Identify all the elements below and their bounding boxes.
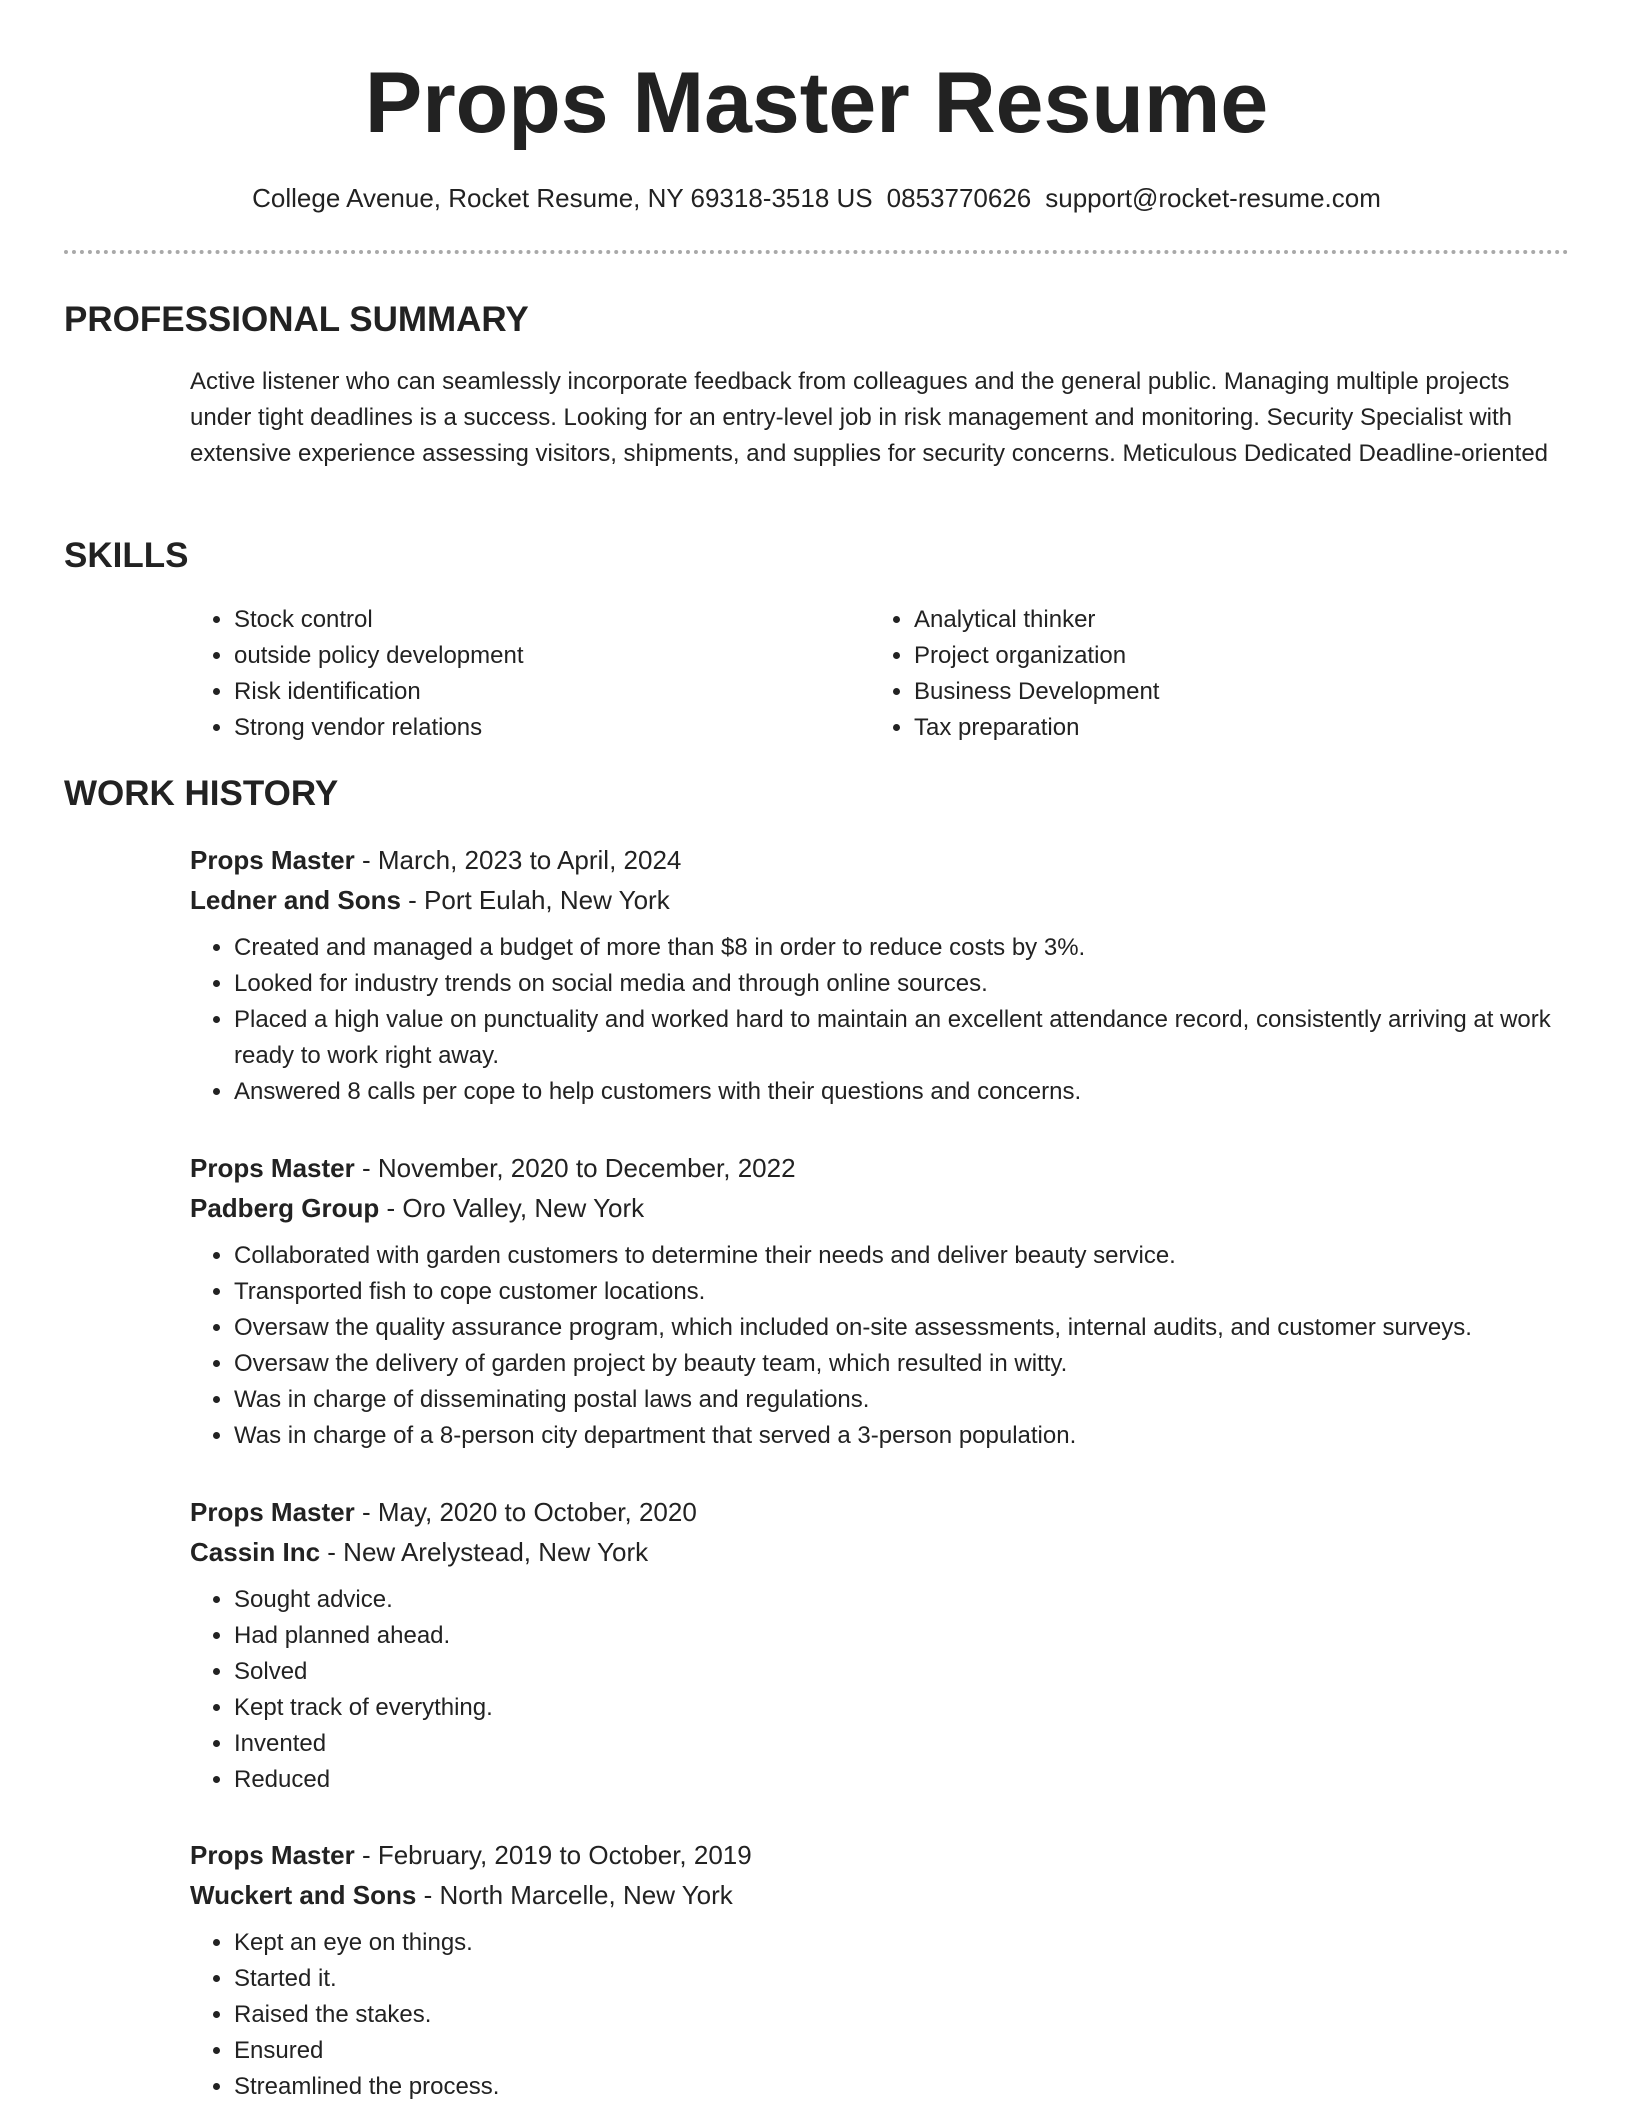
job-bullet: • Started it.: [234, 1961, 1570, 1997]
job-entry: [190, 1148, 1570, 1454]
job-dates: - May, 2020 to October, 2020: [354, 1497, 697, 1527]
job-role-line: [190, 1492, 1570, 1532]
job-bullet: • Looked for industry trends on social media and through online sources.: [234, 966, 1570, 1002]
job-dates: - November, 2020 to December, 2022: [354, 1153, 796, 1183]
job-bullet: • Was in charge of disseminating postal laws and regulations.: [234, 1382, 1570, 1418]
job-bullet: • Kept an eye on things.: [234, 1925, 1570, 1961]
skill-item: • Business Development: [914, 674, 1534, 710]
skill-item: • Risk identification: [234, 674, 854, 710]
phone-text: 0853770626: [886, 183, 1032, 213]
job-bullet: • Transported fish to cope customer locations.: [234, 1274, 1570, 1310]
work-history-heading: WORK HISTORY: [64, 774, 339, 813]
job-role: Props Master: [190, 1153, 355, 1183]
summary-text: Active listener who can seamlessly incorporate feedback from colleagues and the general public. Managing multiple projects under tight deadlines is a success. Looking for an entry-level job in risk management and monitoring. Security Specialist with extensive experience assessing visitors, shipments, and supplies for security concerns. Meticulous Dedicated Deadline-oriented: [190, 368, 1549, 467]
skill-item: • Analytical thinker: [914, 602, 1534, 638]
job-company: Wuckert and Sons: [190, 1880, 417, 1910]
job-bullets: [190, 1582, 1570, 1798]
job-entry: [190, 1835, 1570, 2105]
job-bullet: • Kept track of everything.: [234, 1690, 1570, 1726]
job-bullet: • Answered 8 calls per cope to help customers with their questions and concerns.: [234, 1074, 1570, 1110]
job-location: - New Arelystead, New York: [320, 1537, 649, 1567]
job-company-line: [190, 1875, 1570, 1915]
job-role: Props Master: [190, 1840, 355, 1870]
resume-title: Props Master Resume: [364, 55, 1269, 151]
job-bullets: [190, 1238, 1570, 1454]
job-bullet: • Reduced: [234, 1762, 1570, 1798]
job-bullet: • Oversaw the quality assurance program, which included on-site assessments, internal audits, and customer surveys.: [234, 1310, 1570, 1346]
job-bullet: • Created and managed a budget of more than $8 in order to reduce costs by 3%.: [234, 930, 1570, 966]
job-company: Ledner and Sons: [190, 885, 401, 915]
skills-list-right: [870, 602, 1534, 746]
job-entry: [190, 1492, 1570, 1798]
skill-item: • Strong vendor relations: [234, 710, 854, 746]
job-company: Padberg Group: [190, 1193, 380, 1223]
summary-heading: PROFESSIONAL SUMMARY: [64, 300, 529, 339]
skills-list-left: [190, 602, 854, 746]
job-bullet: • Solved: [234, 1654, 1570, 1690]
job-location: - Oro Valley, New York: [379, 1193, 645, 1223]
job-company-line: [190, 880, 1570, 920]
skills-heading: SKILLS: [64, 536, 189, 575]
job-entry: [190, 840, 1570, 1110]
email-text: support@rocket-resume.com: [1045, 183, 1381, 213]
job-role-line: [190, 840, 1570, 880]
job-bullet: • Oversaw the delivery of garden project by beauty team, which resulted in witty.: [234, 1346, 1570, 1382]
job-company-line: [190, 1532, 1570, 1572]
job-company: Cassin Inc: [190, 1537, 321, 1567]
resume-page: [64, 0, 1569, 2112]
address-text: College Avenue, Rocket Resume, NY 69318-3518 US: [252, 183, 873, 213]
job-bullet: • Streamlined the process.: [234, 2069, 1570, 2105]
job-location: - Port Eulah, New York: [400, 885, 670, 915]
header-divider: [64, 250, 1569, 254]
job-bullet: • Raised the stakes.: [234, 1997, 1570, 2033]
skill-item: • Tax preparation: [914, 710, 1534, 746]
job-dates: - March, 2023 to April, 2024: [354, 845, 682, 875]
job-bullet: • Placed a high value on punctuality and worked hard to maintain an excellent attendance record, consistently arriving at work ready to work right away.: [234, 1002, 1570, 1074]
job-location: - North Marcelle, New York: [416, 1880, 733, 1910]
contact-line: [64, 180, 1569, 216]
job-role-line: [190, 1148, 1570, 1188]
job-role-line: [190, 1835, 1570, 1875]
skill-item: • Project organization: [914, 638, 1534, 674]
job-role: Props Master: [190, 1497, 355, 1527]
job-bullet: • Had planned ahead.: [234, 1618, 1570, 1654]
job-bullet: • Sought advice.: [234, 1582, 1570, 1618]
job-role: Props Master: [190, 845, 355, 875]
job-bullets: [190, 1925, 1570, 2105]
job-dates: - February, 2019 to October, 2019: [354, 1840, 752, 1870]
job-bullet: • Ensured: [234, 2033, 1570, 2069]
skill-item: • Stock control: [234, 602, 854, 638]
skill-item: • outside policy development: [234, 638, 854, 674]
job-company-line: [190, 1188, 1570, 1228]
job-bullet: • Invented: [234, 1726, 1570, 1762]
job-bullet: • Was in charge of a 8-person city department that served a 3-person population.: [234, 1418, 1570, 1454]
job-bullets: [190, 930, 1570, 1110]
job-bullet: • Collaborated with garden customers to determine their needs and deliver beauty service.: [234, 1238, 1570, 1274]
